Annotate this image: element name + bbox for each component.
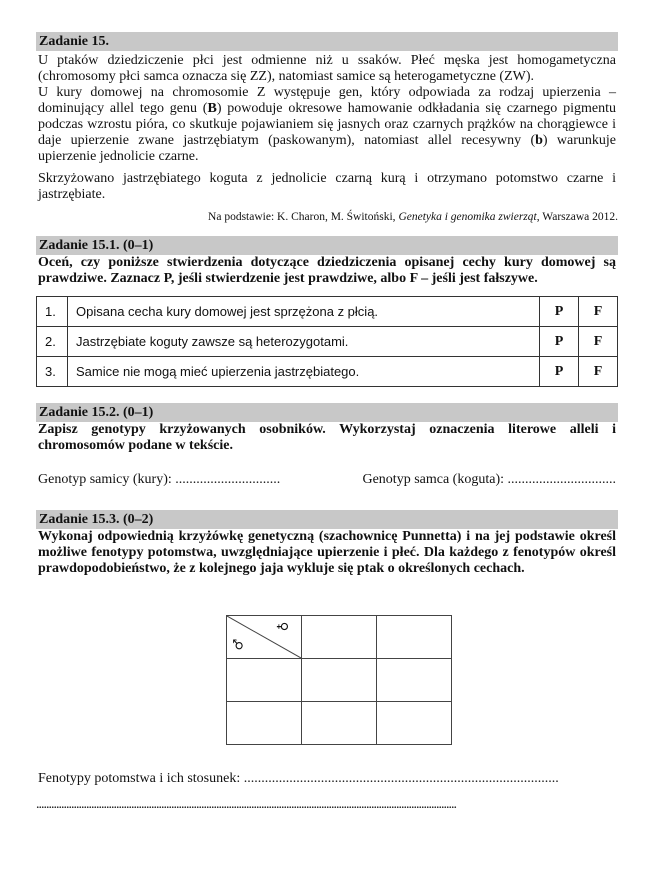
- punnett-cell[interactable]: [377, 659, 452, 702]
- paragraph-2-part-a: U kury domowej na chromosomie Z występuje gen, który odpowiada za rodzaj upierzenia – dominujący allel tego genu (: [38, 85, 616, 116]
- punnett-square-wrapper: [60, 615, 618, 745]
- male-genotype-field[interactable]: Genotyp samca (koguta): ...............................: [362, 472, 616, 487]
- punnett-cell[interactable]: [302, 702, 377, 745]
- female-symbol-icon: ♀: [274, 621, 290, 632]
- statement-text: Jastrzębiate koguty zawsze są heterozygotami.: [68, 327, 540, 357]
- task-15-3-header: Zadanie 15.3. (0–2): [36, 510, 618, 529]
- punnett-cell[interactable]: [302, 616, 377, 659]
- punnett-cell[interactable]: [227, 659, 302, 702]
- row-number: 3.: [37, 357, 68, 387]
- answer-p[interactable]: P: [540, 357, 579, 387]
- table-row: [37, 357, 618, 387]
- source-authors: Na podstawie: K. Charon, M. Świtoński,: [208, 211, 399, 223]
- paragraph-2-part-c: ) warunkuje upierzenie jednolicie czarne.: [38, 133, 616, 164]
- task-15-1-instruction: Oceń, czy poniższe stwierdzenia dotyczące dziedziczenia opisanej cechy kury domowej są prawdziwe. Zaznacz P, jeśli stwierdzenie jest prawdziwe, albo F – jeśli jest fałszywe.: [38, 255, 616, 286]
- task-15-3-instruction: Wykonaj odpowiednią krzyżówkę genetyczną (szachownicę Punnetta) i na jej podstawie określ możliwe fenotypy potomstwa, uwzględniające upierzenie i płeć. Dla każdego z fenotypów określ prawdopodobieństwo, że z kolejnego jaja wykluje się ptak o określonych cechach.: [38, 529, 616, 576]
- task-15-2-header: Zadanie 15.2. (0–1): [36, 403, 618, 422]
- task-15-1-header: Zadanie 15.1. (0–1): [36, 236, 618, 255]
- task-15-2-instruction: Zapisz genotypy krzyżowanych osobników. Wykorzystaj oznaczenia literowe alleli i chromosomów podane w tekście.: [38, 422, 616, 453]
- table-row: [37, 327, 618, 357]
- phenotypes-answer-field[interactable]: Fenotypy potomstwa i ich stosunek: ..........................................................................................: [38, 771, 559, 786]
- source-title: Genetyka i genomika zwierząt: [398, 211, 537, 223]
- exam-page: [36, 32, 618, 813]
- punnett-cell[interactable]: [302, 659, 377, 702]
- corner-diagonal: [227, 616, 301, 658]
- task-15-paragraph-3: Skrzyżowano jastrzębiatego koguta z jednolicie czarną kurą i otrzymano potomstwo czarne i jastrzębiate.: [38, 171, 616, 202]
- answer-f[interactable]: F: [579, 357, 618, 387]
- true-false-table: [36, 296, 618, 387]
- source-citation: [36, 210, 618, 224]
- answer-p[interactable]: P: [540, 327, 579, 357]
- male-symbol-icon: ♂: [231, 638, 247, 651]
- table-row: [37, 297, 618, 327]
- answer-continuation-line[interactable]: ........................................................................................................................................................................: [36, 797, 456, 812]
- punnett-cell[interactable]: [377, 702, 452, 745]
- task-15-header: Zadanie 15.: [36, 32, 618, 51]
- task-15-paragraph-1: U ptaków dziedziczenie płci jest odmienne niż u ssaków. Płeć męska jest homogametyczna (chromosomy płci samca oznacza się ZZ), natomiast samice są heterogametyczne (ZW).: [38, 53, 616, 84]
- punnett-cell[interactable]: [227, 702, 302, 745]
- statement-text: Samice nie mogą mieć upierzenia jastrzębiatego.: [68, 357, 540, 387]
- answer-p[interactable]: P: [540, 297, 579, 327]
- punnett-square: [226, 615, 452, 745]
- row-number: 2.: [37, 327, 68, 357]
- punnett-corner-cell: [227, 616, 302, 659]
- task-15-paragraph-2: [36, 85, 618, 165]
- punnett-cell[interactable]: [377, 616, 452, 659]
- answer-f[interactable]: F: [579, 327, 618, 357]
- row-number: 1.: [37, 297, 68, 327]
- answer-f[interactable]: F: [579, 297, 618, 327]
- statement-text: Opisana cecha kury domowej jest sprzężona z płcią.: [68, 297, 540, 327]
- genotype-answer-row: [36, 472, 618, 488]
- allele-recessive: b: [535, 133, 543, 148]
- paragraph-2-part-b: ) powoduje okresowe hamowanie odkładania się czarnego pigmentu podczas wzrostu pióra, co skutkuje pojawianiem się jasnych oraz czarnych prążków na chorągiewce i daje upierzenie zwane jastrzębiatym (paskowanym), natomiast allel recesywny (: [38, 101, 616, 148]
- source-year: , Warszawa 2012.: [536, 211, 618, 223]
- allele-dominant: B: [207, 101, 217, 116]
- female-genotype-field[interactable]: Genotyp samicy (kury): ..............................: [38, 472, 281, 487]
